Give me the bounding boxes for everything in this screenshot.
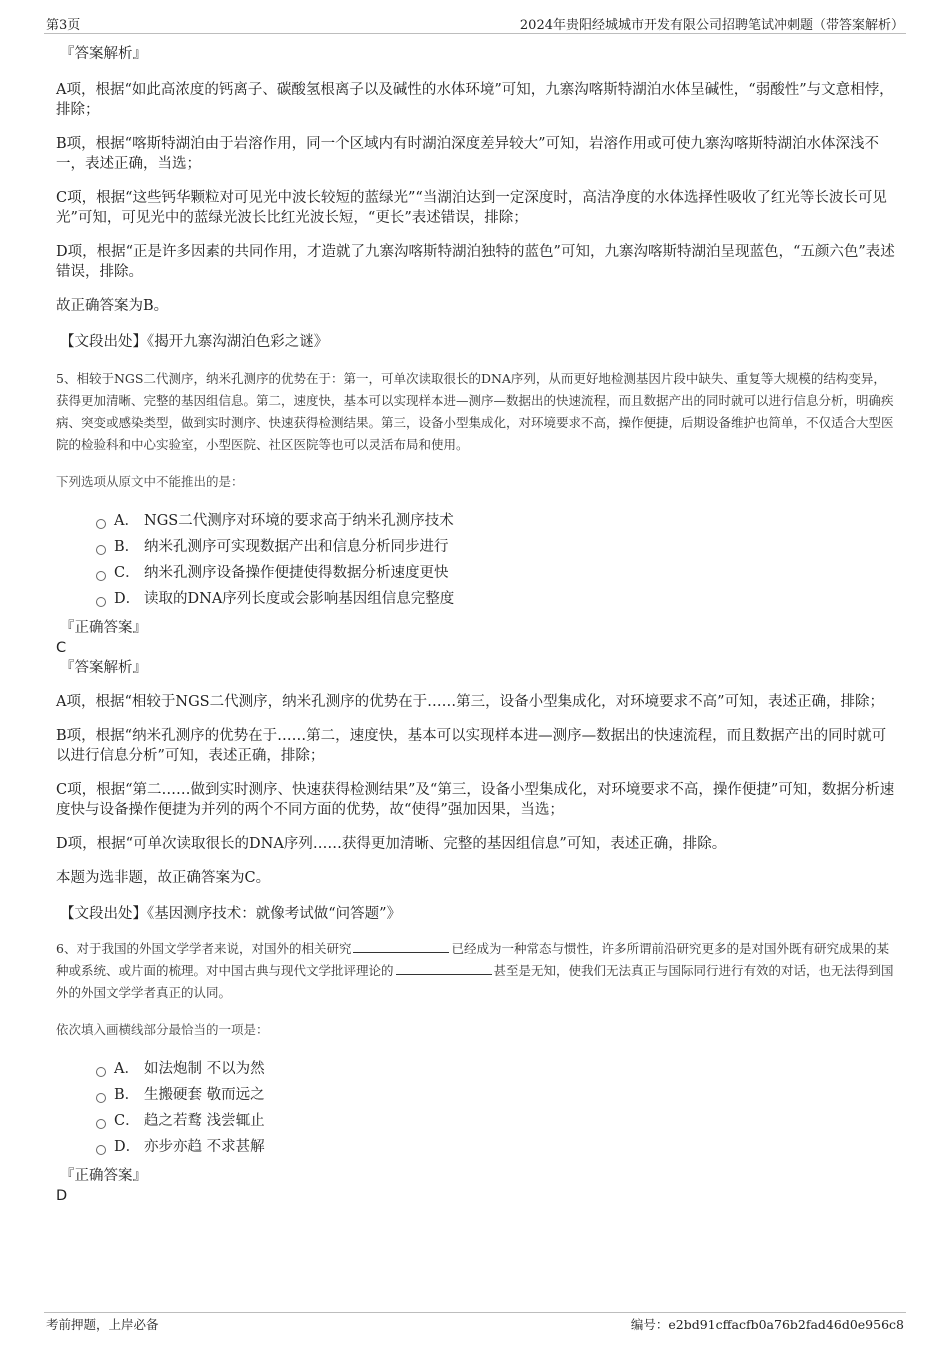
question-passage: 6、对于我国的外国文学学者来说，对国外的相关研究 已经成为一种常态与惯性，许多所谓前沿研究更多的是对国外既有研究成果的某种或系统、或片面的梳理。对中国古典与现代文学批评理论的 甚至是无知，使我们无法真正与国际同行进行有效的对话，也无法得到国外的外国文学学者真正的认同。 — [56, 941, 894, 1000]
options-list — [96, 508, 896, 612]
question-passage: 5、相较于NGS二代测序，纳米孔测序的优势在于：第一，可单次读取很长的DNA序列，从而更好地检测基因片段中缺失、重复等大规模的结构变异，获得更加清晰、完整的基因组信息。第二，速度快，基本可以实现样本进—测序—数据出的快速流程，而且数据产出的同时就可以进行信息分析，明确疾病、突变或感染类型，做到实时测序、快速获得检测结果。第三，设备小型集成化，对环境要求不高，操作便捷，后期设备维护也简单，不仅适合大型医院的检验科和中心实验室，小型医院、社区医院等也可以灵活布局和使用。 — [56, 371, 894, 452]
footer-divider — [44, 1312, 906, 1313]
option-d[interactable]: D． 读取的DNA序列长度或会影响基因组信息完整度 — [96, 586, 896, 612]
document-id: 编号：e2bd91cffacfb0a76b2fad46d0e956c8 — [630, 1317, 904, 1332]
answer-value: C — [56, 640, 67, 656]
analysis-d: D项，根据“可单次读取很长的DNA序列……获得更加清晰、完整的基因组信息”可知，表述正确，排除。 — [56, 836, 727, 852]
question-prompt: 依次填入画横线部分最恰当的一项是： — [56, 1022, 269, 1037]
analysis-b: B项，根据“喀斯特湖泊由于岩溶作用，同一个区域内有时湖泊深度差异较大”可知，岩溶作用或可使九寨沟喀斯特湖泊水体深浅不一，表述正确，当选； — [56, 136, 879, 172]
option-c[interactable]: C． 纳米孔测序设备操作便捷使得数据分析速度更快 — [96, 560, 896, 586]
radio-icon[interactable] — [96, 597, 106, 607]
answer-value: D — [56, 1188, 68, 1204]
radio-icon[interactable] — [96, 1145, 106, 1155]
analysis-c: C项，根据“第二……做到实时测序、快速获得检测结果”及“第三，设备小型集成化，对环境要求不高，操作便捷”可知，数据分析速度快与设备操作便捷为并列的两个不同方面的优势，故“使得”强加因果，当选； — [56, 782, 895, 818]
footer-slogan: 考前押题，上岸必备 — [46, 1317, 159, 1332]
analysis-a: A项，根据“如此高浓度的钙离子、碳酸氢根离子以及碱性的水体环境”可知，九寨沟喀斯特湖泊水体呈碱性，“弱酸性”与文意相悖，排除； — [56, 82, 894, 118]
document-body — [56, 44, 896, 1206]
page-number: 第3页 — [46, 18, 81, 33]
page-footer — [0, 1300, 950, 1345]
answer-label: 『正确答案』 — [60, 620, 147, 636]
analysis-b: B项，根据“纳米孔测序的优势在于……第二，速度快，基本可以实现样本进—测序—数据出的快速流程，而且数据产出的同时就可以进行信息分析”可知，表述正确，排除； — [56, 728, 887, 764]
option-c[interactable]: C． 趋之若鹜 浅尝辄止 — [96, 1108, 896, 1134]
question-5 — [56, 368, 896, 924]
analysis-d: D项，根据“正是许多因素的共同作用，才造就了九寨沟喀斯特湖泊独特的蓝色”可知，九寨沟喀斯特湖泊呈现蓝色，“五颜六色”表述错误，排除。 — [56, 244, 895, 280]
option-b[interactable]: B． 生搬硬套 敬而远之 — [96, 1082, 896, 1108]
source-citation: 【文段出处】《基因测序技术：就像考试做“问答题”》 — [60, 906, 402, 922]
analysis-conclusion: 本题为选非题，故正确答案为C。 — [56, 870, 271, 886]
analysis-c: C项，根据“这些钙华颗粒对可见光中波长较短的蓝绿光”“当湖泊达到一定深度时，高洁净度的水体选择性吸收了红光等长波长可见光”可知，可见光中的蓝绿光波长比红光波长短，“更长”表述错误，排除； — [56, 190, 887, 226]
header-divider — [44, 33, 906, 34]
analysis-label: 『答案解析』 — [60, 660, 147, 676]
option-a[interactable]: A． 如法炮制 不以为然 — [96, 1056, 896, 1082]
question-prompt: 下列选项从原文中不能推出的是： — [56, 474, 244, 489]
radio-icon[interactable] — [96, 1093, 106, 1103]
page-header — [0, 0, 950, 36]
radio-icon[interactable] — [96, 545, 106, 555]
fill-blank-2 — [396, 962, 492, 975]
analysis-conclusion: 故正确答案为B。 — [56, 298, 169, 314]
question-6 — [56, 938, 896, 1206]
radio-icon[interactable] — [96, 519, 106, 529]
analysis-a: A项，根据“相较于NGS二代测序，纳米孔测序的优势在于……第三，设备小型集成化，对环境要求不高”可知，表述正确，排除； — [56, 694, 884, 710]
option-d[interactable]: D． 亦步亦趋 不求甚解 — [96, 1134, 896, 1160]
radio-icon[interactable] — [96, 1067, 106, 1077]
option-a[interactable]: A． NGS二代测序对环境的要求高于纳米孔测序技术 — [96, 508, 896, 534]
q4-analysis-section — [56, 44, 896, 352]
option-b[interactable]: B． 纳米孔测序可实现数据产出和信息分析同步进行 — [96, 534, 896, 560]
fill-blank-1 — [353, 940, 449, 953]
radio-icon[interactable] — [96, 571, 106, 581]
analysis-label: 『答案解析』 — [60, 46, 147, 62]
source-citation: 【文段出处】《揭开九寨沟湖泊色彩之谜》 — [60, 334, 329, 350]
options-list — [96, 1056, 896, 1160]
answer-label: 『正确答案』 — [60, 1168, 147, 1184]
document-title: 2024年贵阳经城城市开发有限公司招聘笔试冲刺题（带答案解析） — [519, 18, 904, 33]
radio-icon[interactable] — [96, 1119, 106, 1129]
